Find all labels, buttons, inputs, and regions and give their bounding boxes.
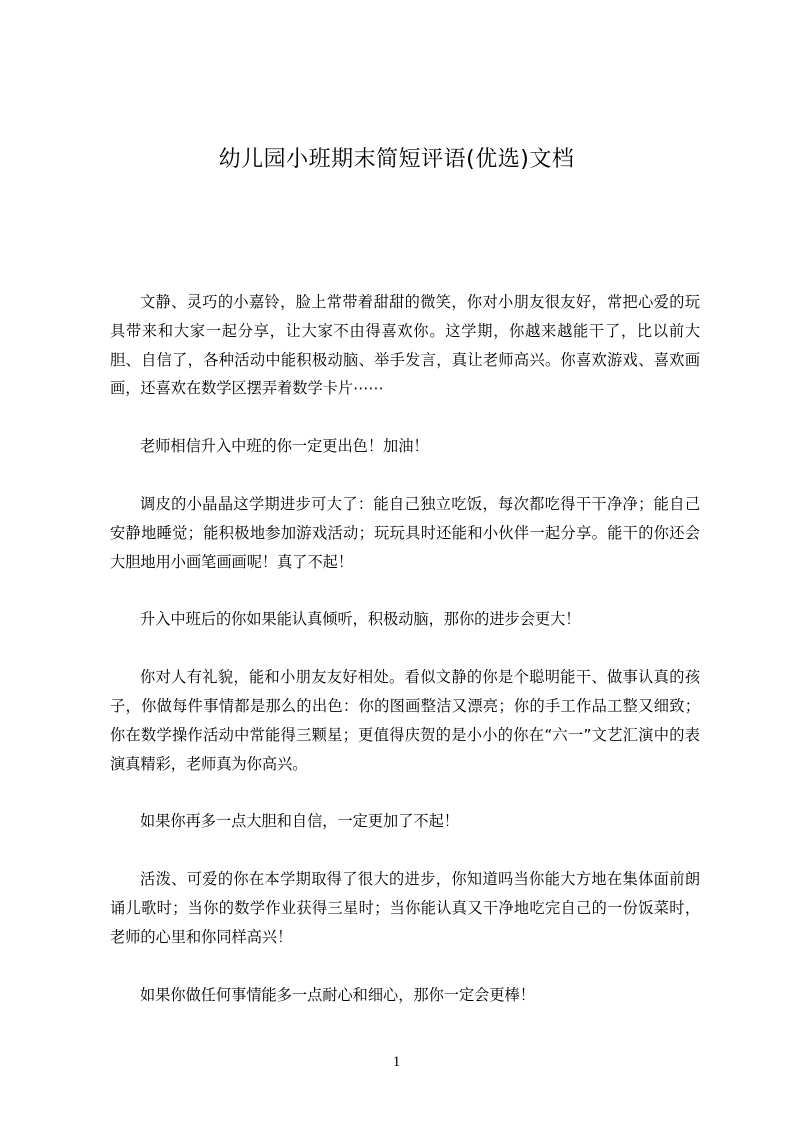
paragraph-spacer [110,836,700,865]
paragraph-spacer [110,952,700,981]
paragraph: 老师相信升入中班的你一定更出色！加油！ [140,437,429,456]
paragraph: 如果你再多一点大胆和自信，一定更加了不起！ [140,812,459,831]
paragraph: 升入中班后的你如果能认真倾听，积极动脑，那你的进步会更大！ [140,610,581,629]
paragraph-spacer [110,403,700,432]
document-title: 幼儿园小班期末简短评语(优选)文档 [218,147,575,172]
page-number: 1 [392,1054,401,1070]
paragraph: 你对人有礼貌，能和小朋友友好相处。看似文静的你是个聪明能干、做事认真的孩子，你做每件事情都是那么的出色：你的图画整洁又漂亮；你的手工作品工整又细致；你在数学操作活动中常能得三颗星；更值得庆贺的是小小的你在“六一”文艺汇演中的表演真精彩，老师真为你高兴。 [110,668,700,773]
paragraph-spacer [110,634,700,663]
document-body [110,288,700,1009]
paragraph: 调皮的小晶晶这学期进步可大了：能自己独立吃饭，每次都吃得干干净净；能自己安静地睡觉；能积极地参加游戏活动；玩玩具时还能和小伙伴一起分享。能干的你还会大胆地用小画笔画画呢！真了不起！ [110,494,700,571]
paragraph-spacer [110,461,700,490]
paragraph-spacer [110,576,700,605]
paragraph: 如果你做任何事情能多一点耐心和细心，那你一定会更棒！ [140,985,535,1004]
paragraph: 活泼、可爱的你在本学期取得了很大的进步，你知道吗当你能大方地在集体面前朗诵儿歌时；当你的数学作业获得三星时；当你能认真又干净地吃完自己的一份饭菜时，老师的心里和你同样高兴！ [110,870,700,946]
paragraph: 文静、灵巧的小嘉铃，脸上常带着甜甜的微笑，你对小朋友很友好，常把心爱的玩具带来和大家一起分享，让大家不由得喜欢你。这学期，你越来越能干了，比以前大胆、自信了，各种活动中能积极动脑、举手发言，真让老师高兴。你喜欢游戏、喜欢画画，还喜欢在数学区摆弄着数学卡片⋯⋯ [110,293,700,398]
paragraph-spacer [110,778,700,807]
